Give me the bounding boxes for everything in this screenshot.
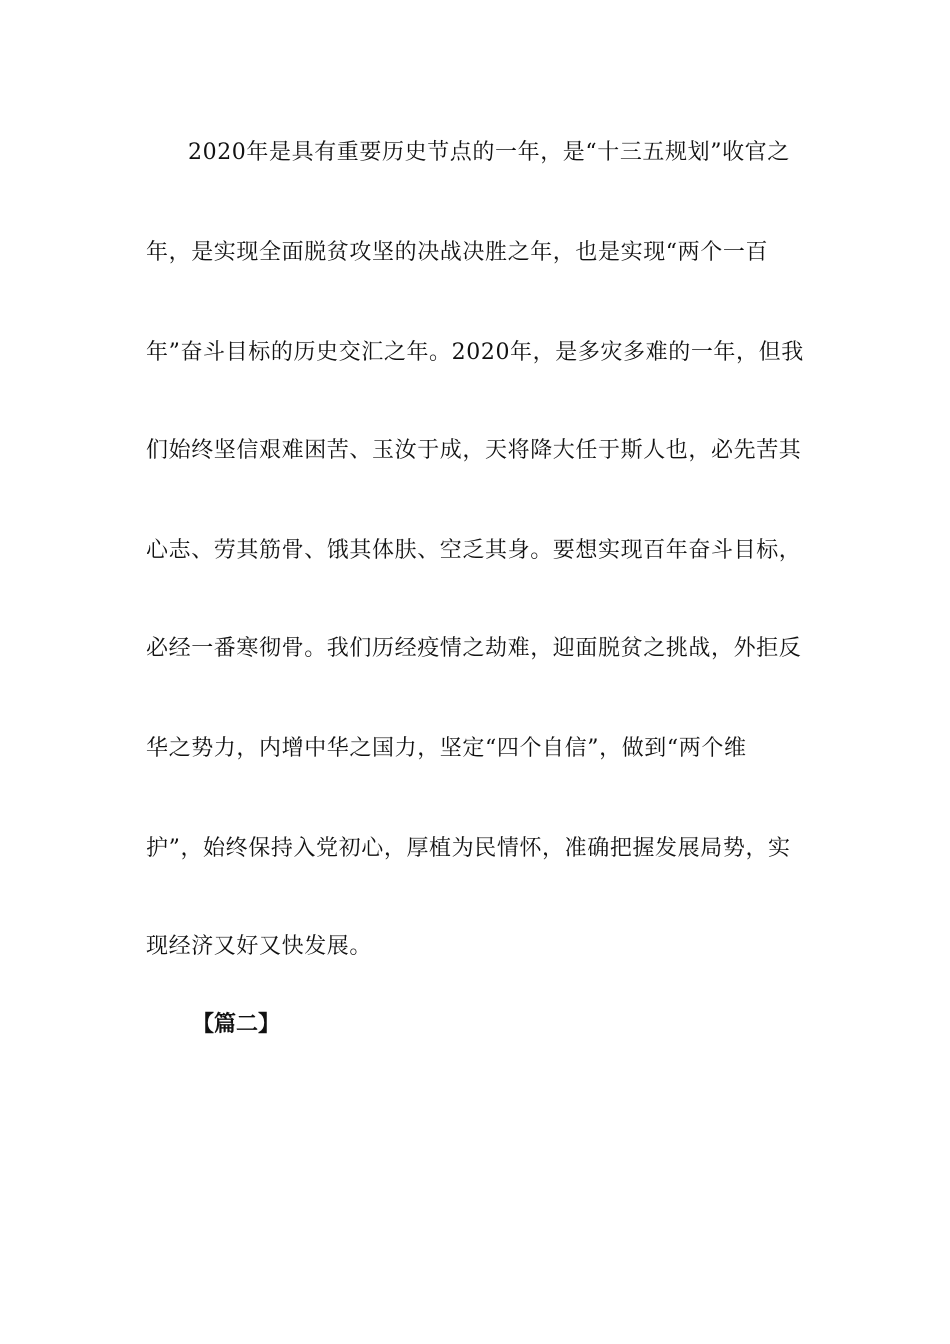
paragraph-line-8: 护”，始终保持入党初心，厚植为民情怀，准确把握发展局势，实 xyxy=(146,836,791,861)
paragraph-line-3: 年”奋斗目标的历史交汇之年。2020年，是多灾多难的一年，但我 xyxy=(146,340,804,365)
paragraph-line-5: 心志、劳其筋骨、饿其体肤、空乏其身。要想实现百年奋斗目标， xyxy=(146,538,802,563)
paragraph-line-6: 必经一番寒彻骨。我们历经疫情之劫难，迎面脱贫之挑战，外拒反 xyxy=(146,636,802,661)
paragraph-line-7: 华之势力，内增中华之国力，坚定“四个自信”，做到“两个维 xyxy=(146,736,747,761)
paragraph-line-4: 们始终坚信艰难困苦、玉汝于成，天将降大任于斯人也，必先苦其 xyxy=(146,438,802,463)
paragraph-line-9: 现经济又好又快发展。 xyxy=(146,934,373,959)
paragraph-line-1: 2020年是具有重要历史节点的一年，是“十三五规划”收官之 xyxy=(188,140,790,165)
section-heading: 【篇二】 xyxy=(192,1011,281,1037)
paragraph-line-2: 年，是实现全面脱贫攻坚的决战决胜之年，也是实现“两个一百 xyxy=(146,240,769,265)
